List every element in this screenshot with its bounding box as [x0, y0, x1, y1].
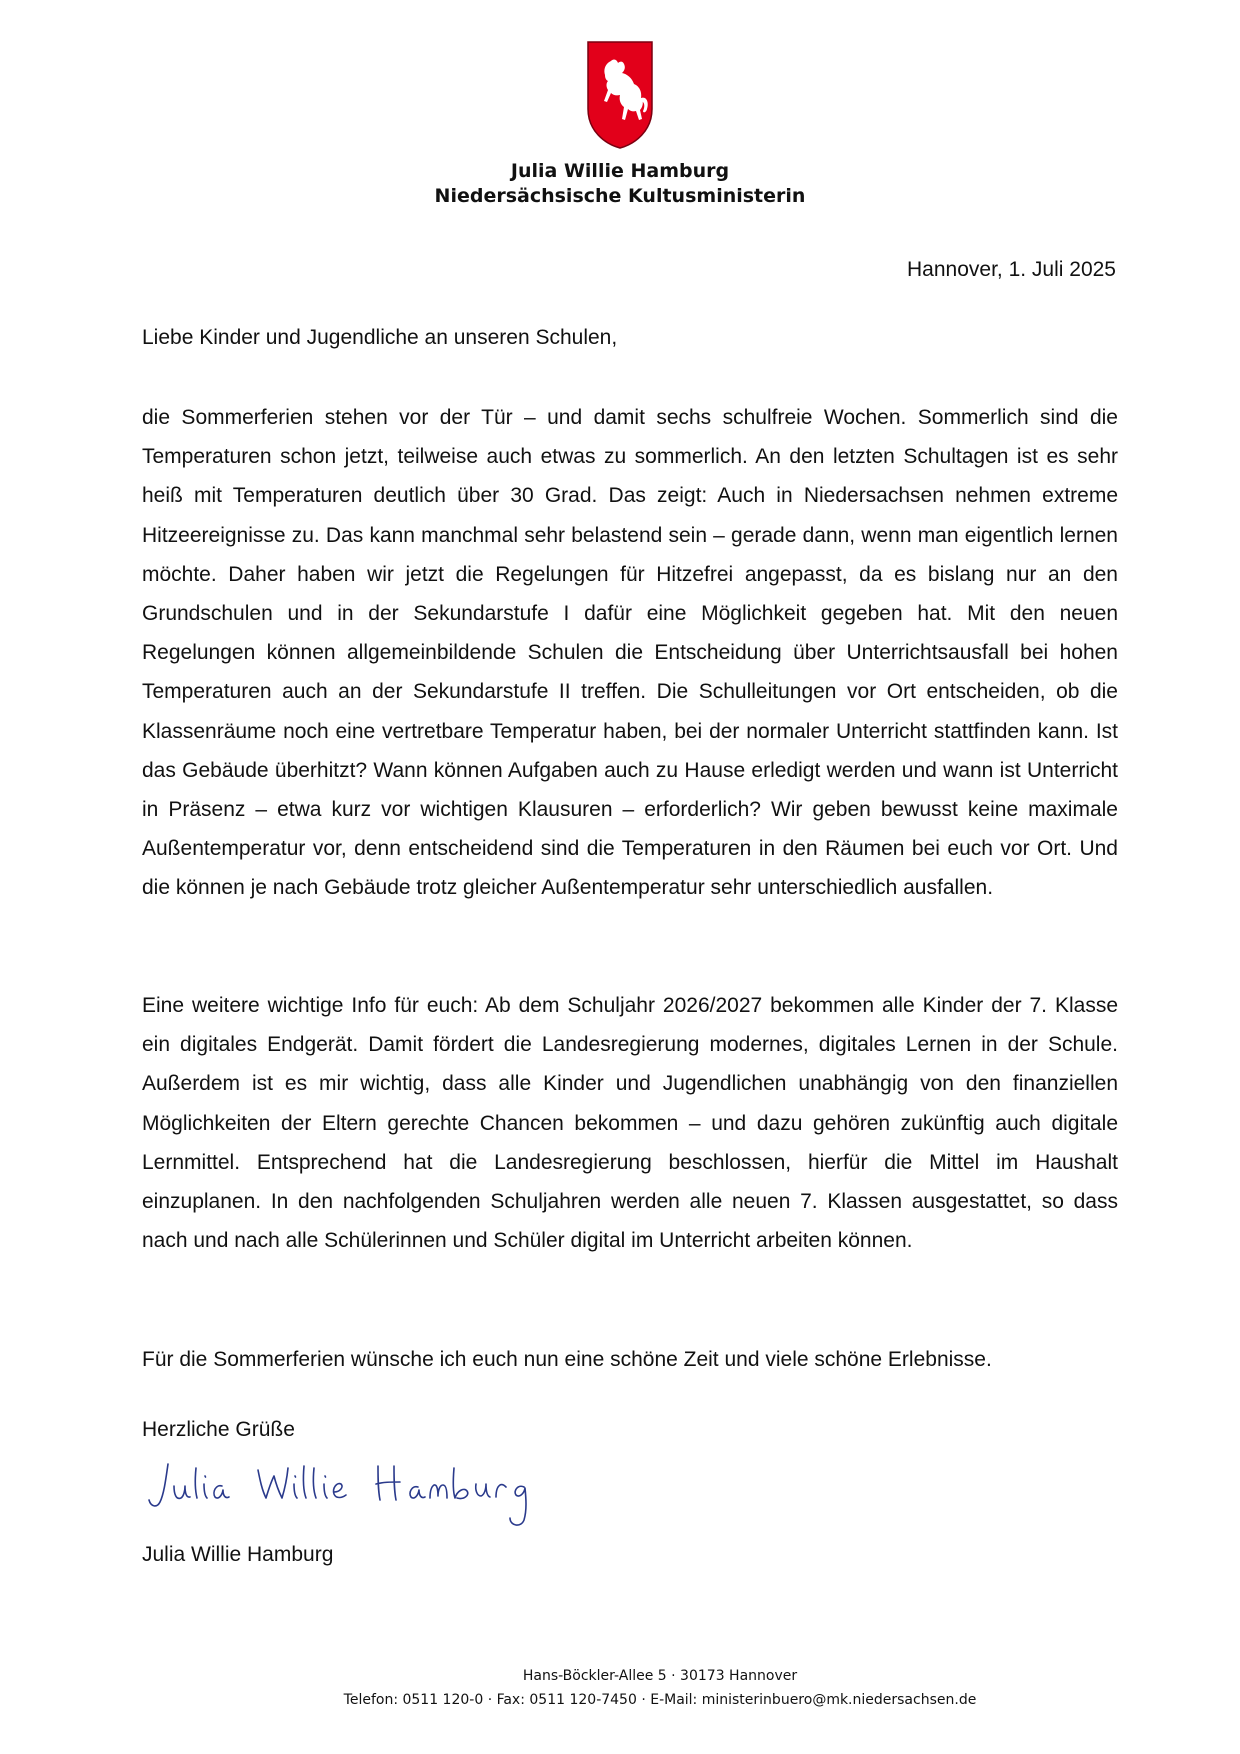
- sender-block: [0, 158, 1240, 209]
- paragraph-heat-rules: die Sommerferien stehen vor der Tür – und damit sechs schulfreie Wochen. Sommerlich sind die Temperaturen schon jetzt, teilweise auch etwas zu sommerlich. An den letzten Schultagen ist es sehr heiß mit Temperaturen deutlich über 30 Grad. Das zeigt: Auch in Niedersachsen nehmen extreme Hitzeereignisse zu. Das kann manchmal sehr belastend sein – gerade dann, wenn man eigentlich lernen möchte. Daher haben wir jetzt die Regelungen für Hitzefrei angepasst, da es bislang nur an den Grundschulen und in der Sekundarstufe I dafür eine Möglichkeit gegeben hat. Mit den neuen Regelungen können allgemeinbildende Schulen die Entscheidung über Unterrichtsausfall bei hohen Temperaturen auch an der Sekundarstufe II treffen. Die Schulleitungen vor Ort entscheiden, ob die Klassenräume noch eine vertretbare Temperatur haben, bei der normaler Unterricht stattfinden kann. Ist das Gebäude überhitzt? Wann können Aufgaben auch zu Hause erledigt werden und wann ist Unterricht in Präsenz – etwa kurz vor wichtigen Klausuren – erforderlich? Wir geben bewusst keine maximale Außentemperatur vor, denn entscheidend sind die Temperaturen in den Räumen bei euch vor Ort. Und die können je nach Gebäude trotz gleicher Außentemperatur sehr unterschiedlich ausfallen.: [142, 406, 1118, 900]
- footer-address: Hans-Böckler-Allee 5 · 30173 Hannover: [522, 1668, 798, 1684]
- handwritten-signature: [146, 1460, 564, 1530]
- salutation: Liebe Kinder und Jugendliche an unseren Schulen,: [142, 326, 618, 349]
- sender-name: Julia Willie Hamburg: [510, 160, 730, 182]
- paragraph-holiday-wishes: Für die Sommerferien wünsche ich euch nun eine schöne Zeit und viele schöne Erlebnisse.: [142, 1348, 992, 1371]
- closing-greeting: Herzliche Grüße: [142, 1418, 295, 1441]
- paragraph-digital-devices: Eine weitere wichtige Info für euch: Ab dem Schuljahr 2026/2027 bekommen alle Kinder der 7. Klasse ein digitales Endgerät. Damit fördert die Landesregierung modernes, digitales Lernen in der Schule. Außerdem ist es mir wichtig, dass alle Kinder und Jugendlichen unabhängig von den finanziellen Möglichkeiten der Eltern gerechte Chancen bekommen – und dazu gehören zukünftig auch digitale Lernmittel. Entsprechend hat die Landesregierung beschlossen, hierfür die Mittel im Haushalt einzuplanen. In den nachfolgenden Schuljahren werden alle neuen 7. Klassen ausgestattet, so dass nach und nach alle Schülerinnen und Schüler digital im Unterricht arbeiten können.: [142, 994, 1118, 1253]
- signer-name: Julia Willie Hamburg: [142, 1543, 334, 1566]
- footer-contact: Telefon: 0511 120-0 · Fax: 0511 120-7450 · E-Mail: ministerinbuero@mk.niedersachsen.de: [343, 1692, 977, 1708]
- sender-title: Niedersächsische Kultusministerin: [434, 185, 806, 207]
- letter-date: Hannover, 1. Juli 2025: [907, 258, 1116, 281]
- lower-saxony-horse-crest-icon: [587, 41, 653, 149]
